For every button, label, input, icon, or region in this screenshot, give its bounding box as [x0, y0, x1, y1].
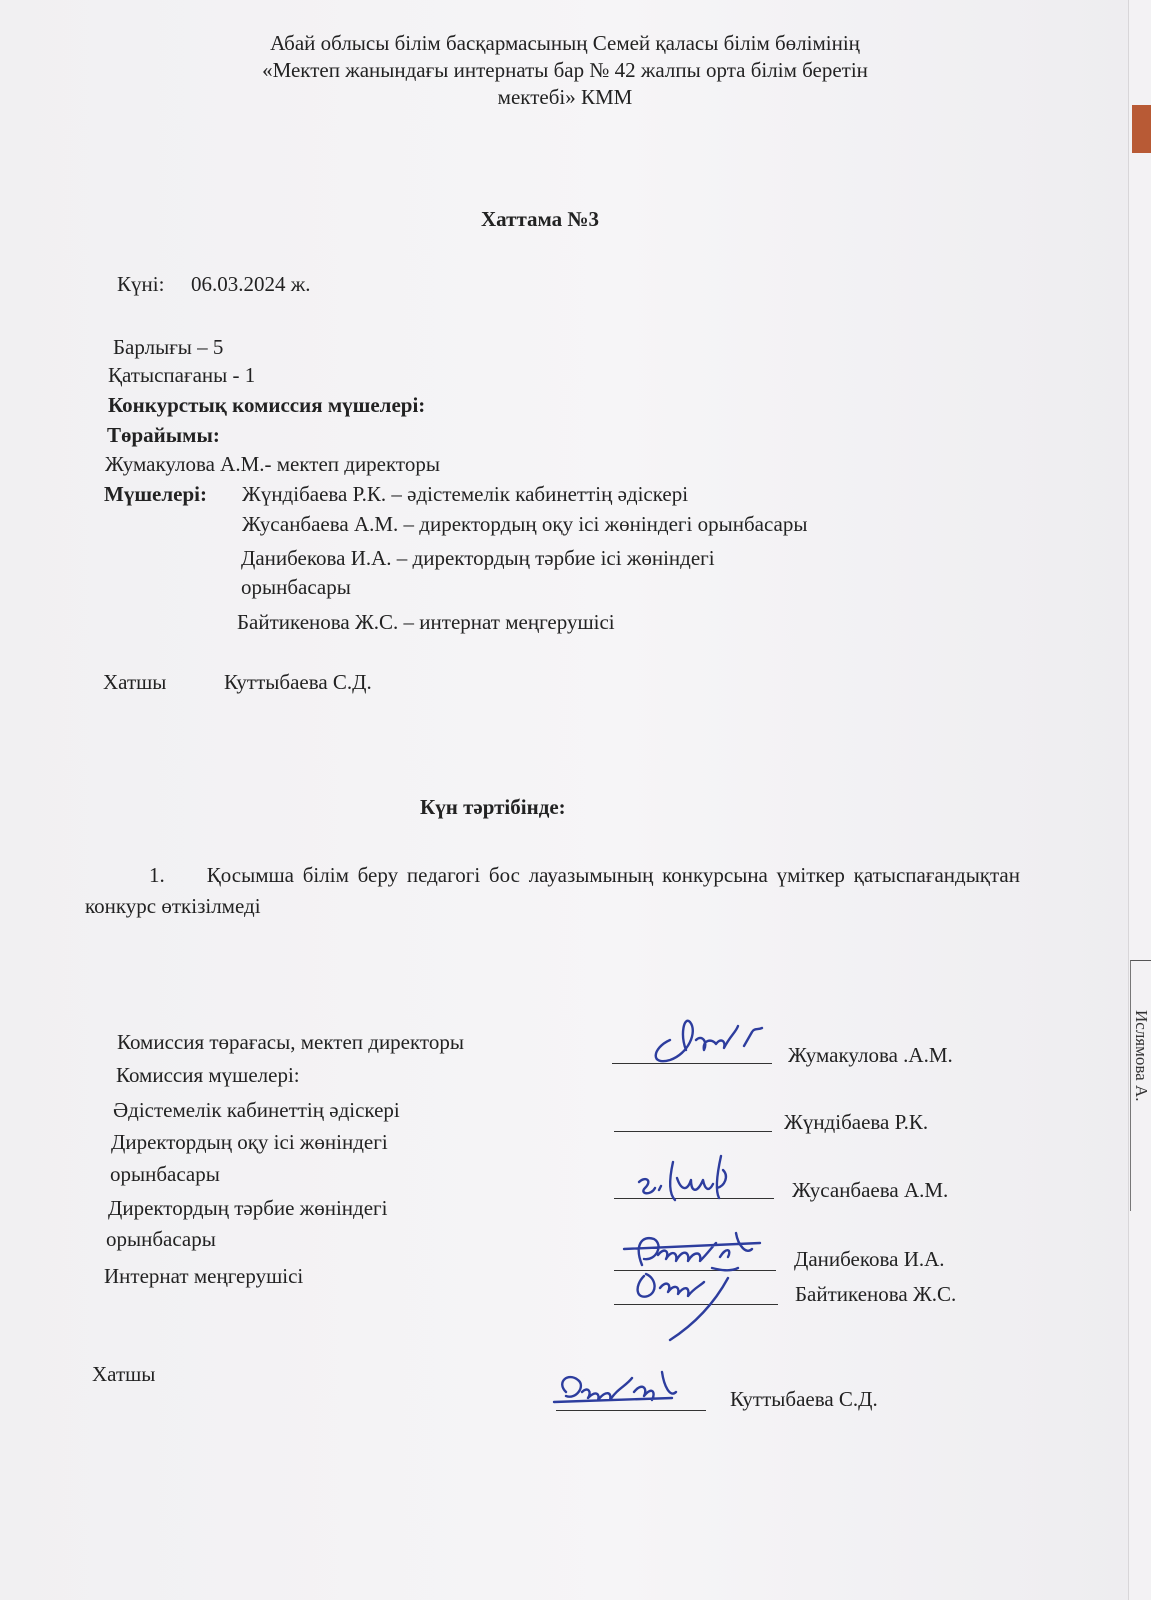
agenda-item-number: 1.	[149, 863, 165, 887]
sig-secretary-label: Хатшы	[92, 1362, 156, 1386]
header-line-1: Абай облысы білім басқармасының Семей қаласы білім бөлімінің	[270, 31, 860, 55]
chair-heading: Төрайымы:	[107, 423, 220, 447]
adjacent-page-name: Ислямова А.	[1132, 1010, 1151, 1102]
sig-name-methodist: Жүндібаева Р.К.	[784, 1110, 929, 1134]
signature-chair	[640, 1010, 770, 1070]
signature-boarding	[620, 1260, 780, 1350]
sig-role-deputy-study-2: орынбасары	[110, 1162, 220, 1186]
date-value: 06.03.2024 ж.	[191, 272, 311, 296]
signature-deputy-study	[625, 1150, 775, 1210]
sig-role-deputy-edu-1: Директордың тәрбие жөніндегі	[108, 1196, 388, 1220]
sig-name-deputy-edu: Данибекова И.А.	[794, 1247, 945, 1271]
chair-line: Жумакулова А.М.- мектеп директоры	[105, 452, 440, 476]
sig-secretary-name: Куттыбаева С.Д.	[730, 1387, 878, 1411]
members-heading: Мүшелері:	[104, 482, 207, 506]
protocol-title: Хаттама №3	[481, 207, 600, 231]
agenda-item-text: Қосымша білім беру педагогі бос лауазымының конкурсына үміткер қатыспағандықтан конкурс өткізілмеді	[85, 863, 1020, 918]
member-line: Жусанбаева А.М. – директордың оқу ісі жөніндегі орынбасары	[242, 512, 808, 536]
agenda-heading: Күн тәртібінде:	[420, 795, 566, 819]
adjacent-page-edge	[1128, 0, 1151, 1600]
member-line: Данибекова И.А. – директордың тәрбие ісі жөніндегі	[241, 546, 715, 570]
sig-role-deputy-study-1: Директордың оқу ісі жөніндегі	[111, 1130, 388, 1154]
absent-count: Қатыспағаны - 1	[108, 363, 256, 387]
member-line: Жүндібаева Р.К. – әдістемелік кабинеттің әдіскері	[242, 482, 689, 506]
commission-heading: Конкурстық комиссия мүшелері:	[108, 393, 426, 417]
sig-name-boarding: Байтикенова Ж.С.	[795, 1282, 957, 1306]
member-line: Байтикенова Ж.С. – интернат меңгерушісі	[237, 610, 615, 634]
member-line: орынбасары	[241, 575, 351, 599]
sig-role-deputy-edu-2: орынбасары	[106, 1227, 216, 1251]
total-count: Барлығы – 5	[113, 335, 224, 359]
date-label: Күні:	[117, 272, 165, 296]
agenda-item	[85, 860, 1020, 922]
sig-name-chair: Жумакулова .А.М.	[788, 1043, 953, 1067]
sig-name-deputy-study: Жусанбаева А.М.	[792, 1178, 949, 1202]
header-line-3: мектебі» КММ	[497, 85, 633, 109]
sig-role-methodist: Әдістемелік кабинеттің әдіскері	[113, 1098, 400, 1122]
adjacent-page-red-mark	[1132, 105, 1151, 153]
sig-role-boarding: Интернат меңгерушісі	[104, 1264, 304, 1288]
secretary-label: Хатшы	[103, 670, 167, 694]
signature-secretary	[552, 1362, 682, 1417]
secretary-name: Куттыбаева С.Д.	[224, 670, 372, 694]
sig-role-chair: Комиссия төрағасы, мектеп директоры	[117, 1030, 464, 1054]
header-line-2: «Мектеп жанындағы интернаты бар № 42 жалпы орта білім беретін	[262, 58, 868, 82]
signature-line	[614, 1131, 772, 1132]
sig-members-label: Комиссия мүшелері:	[116, 1063, 300, 1087]
